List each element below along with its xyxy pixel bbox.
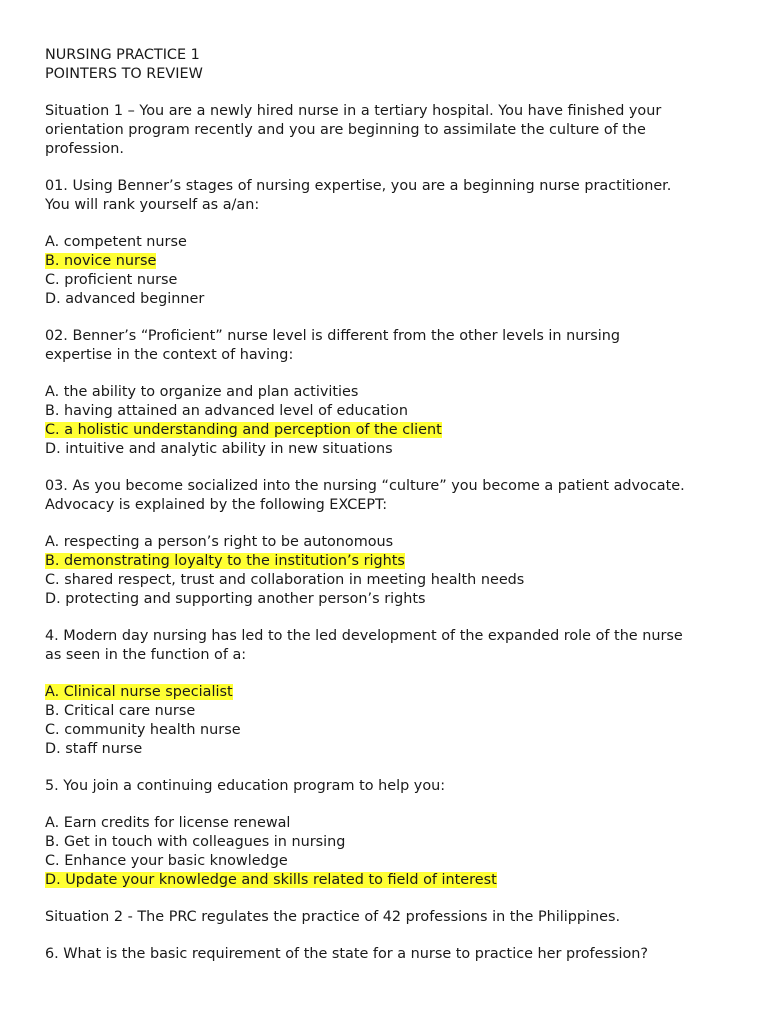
question-2 (45, 327, 735, 365)
question-3-option-d: D. protecting and supporting another person’s rights (45, 591, 426, 607)
question-4-stem: as seen in the function of a: (45, 647, 247, 663)
question-5-option-c: C. Enhance your basic knowledge (45, 853, 288, 869)
question-1-option-d: D. advanced beginner (45, 291, 205, 307)
question-2-option-b: B. having attained an advanced level of education (45, 403, 408, 419)
situation-2: Situation 2 - The PRC regulates the practice of 42 professions in the Philippines. (45, 909, 621, 925)
question-2-option-d: D. intuitive and analytic ability in new situations (45, 441, 393, 457)
question-3 (45, 477, 735, 515)
document-subtitle: POINTERS TO REVIEW (45, 66, 203, 82)
question-4-option-c: C. community health nurse (45, 722, 241, 738)
document-page (45, 46, 735, 964)
question-2-option-a: A. the ability to organize and plan activities (45, 384, 359, 400)
question-1-stem: You will rank yourself as a/an: (45, 197, 260, 213)
question-5 (45, 777, 735, 796)
question-2-option-c-answer (45, 421, 735, 440)
question-4-options (45, 683, 735, 759)
question-3-options (45, 533, 735, 609)
situation-1-line: profession. (45, 141, 124, 157)
answer-highlight: A. Clinical nurse specialist (45, 684, 233, 700)
question-5-options (45, 814, 735, 890)
question-4 (45, 627, 735, 665)
question-1-options (45, 233, 735, 309)
question-5-option-a: A. Earn credits for license renewal (45, 815, 291, 831)
question-1-option-c: C. proficient nurse (45, 272, 178, 288)
question-5-option-d-answer (45, 871, 735, 890)
situation-1-line: Situation 1 – You are a newly hired nurse in a tertiary hospital. You have finished your (45, 103, 662, 119)
situation-1 (45, 102, 735, 159)
question-2-options (45, 383, 735, 459)
question-2-stem: expertise in the context of having: (45, 347, 294, 363)
situation-1-line: orientation program recently and you are beginning to assimilate the culture of the (45, 122, 646, 138)
question-5-stem: 5. You join a continuing education program to help you: (45, 778, 446, 794)
question-4-option-d: D. staff nurse (45, 741, 143, 757)
question-1-option-a: A. competent nurse (45, 234, 187, 250)
question-3-stem: 03. As you become socialized into the nursing “culture” you become a patient advocate. (45, 478, 685, 494)
question-3-option-c: C. shared respect, trust and collaboration in meeting health needs (45, 572, 525, 588)
answer-highlight: C. a holistic understanding and perception of the client (45, 422, 442, 438)
answer-highlight: D. Update your knowledge and skills related to field of interest (45, 872, 497, 888)
question-2-stem: 02. Benner’s “Proficient” nurse level is different from the other levels in nursing (45, 328, 621, 344)
question-4-stem: 4. Modern day nursing has led to the led development of the expanded role of the nurse (45, 628, 683, 644)
question-3-option-b-answer (45, 552, 735, 571)
question-3-stem: Advocacy is explained by the following EXCEPT: (45, 497, 388, 513)
question-4-option-b: B. Critical care nurse (45, 703, 196, 719)
question-1-stem: 01. Using Benner’s stages of nursing expertise, you are a beginning nurse practitioner. (45, 178, 672, 194)
question-3-option-a: A. respecting a person’s right to be autonomous (45, 534, 394, 550)
question-1-option-b-answer (45, 252, 735, 271)
question-5-option-b: B. Get in touch with colleagues in nursing (45, 834, 346, 850)
document-title: NURSING PRACTICE 1 (45, 47, 200, 63)
answer-highlight: B. novice nurse (45, 253, 157, 269)
question-6-stem: 6. What is the basic requirement of the state for a nurse to practice her profession? (45, 946, 649, 962)
question-4-option-a-answer (45, 683, 735, 702)
question-1 (45, 177, 735, 215)
answer-highlight: B. demonstrating loyalty to the institution’s rights (45, 553, 405, 569)
